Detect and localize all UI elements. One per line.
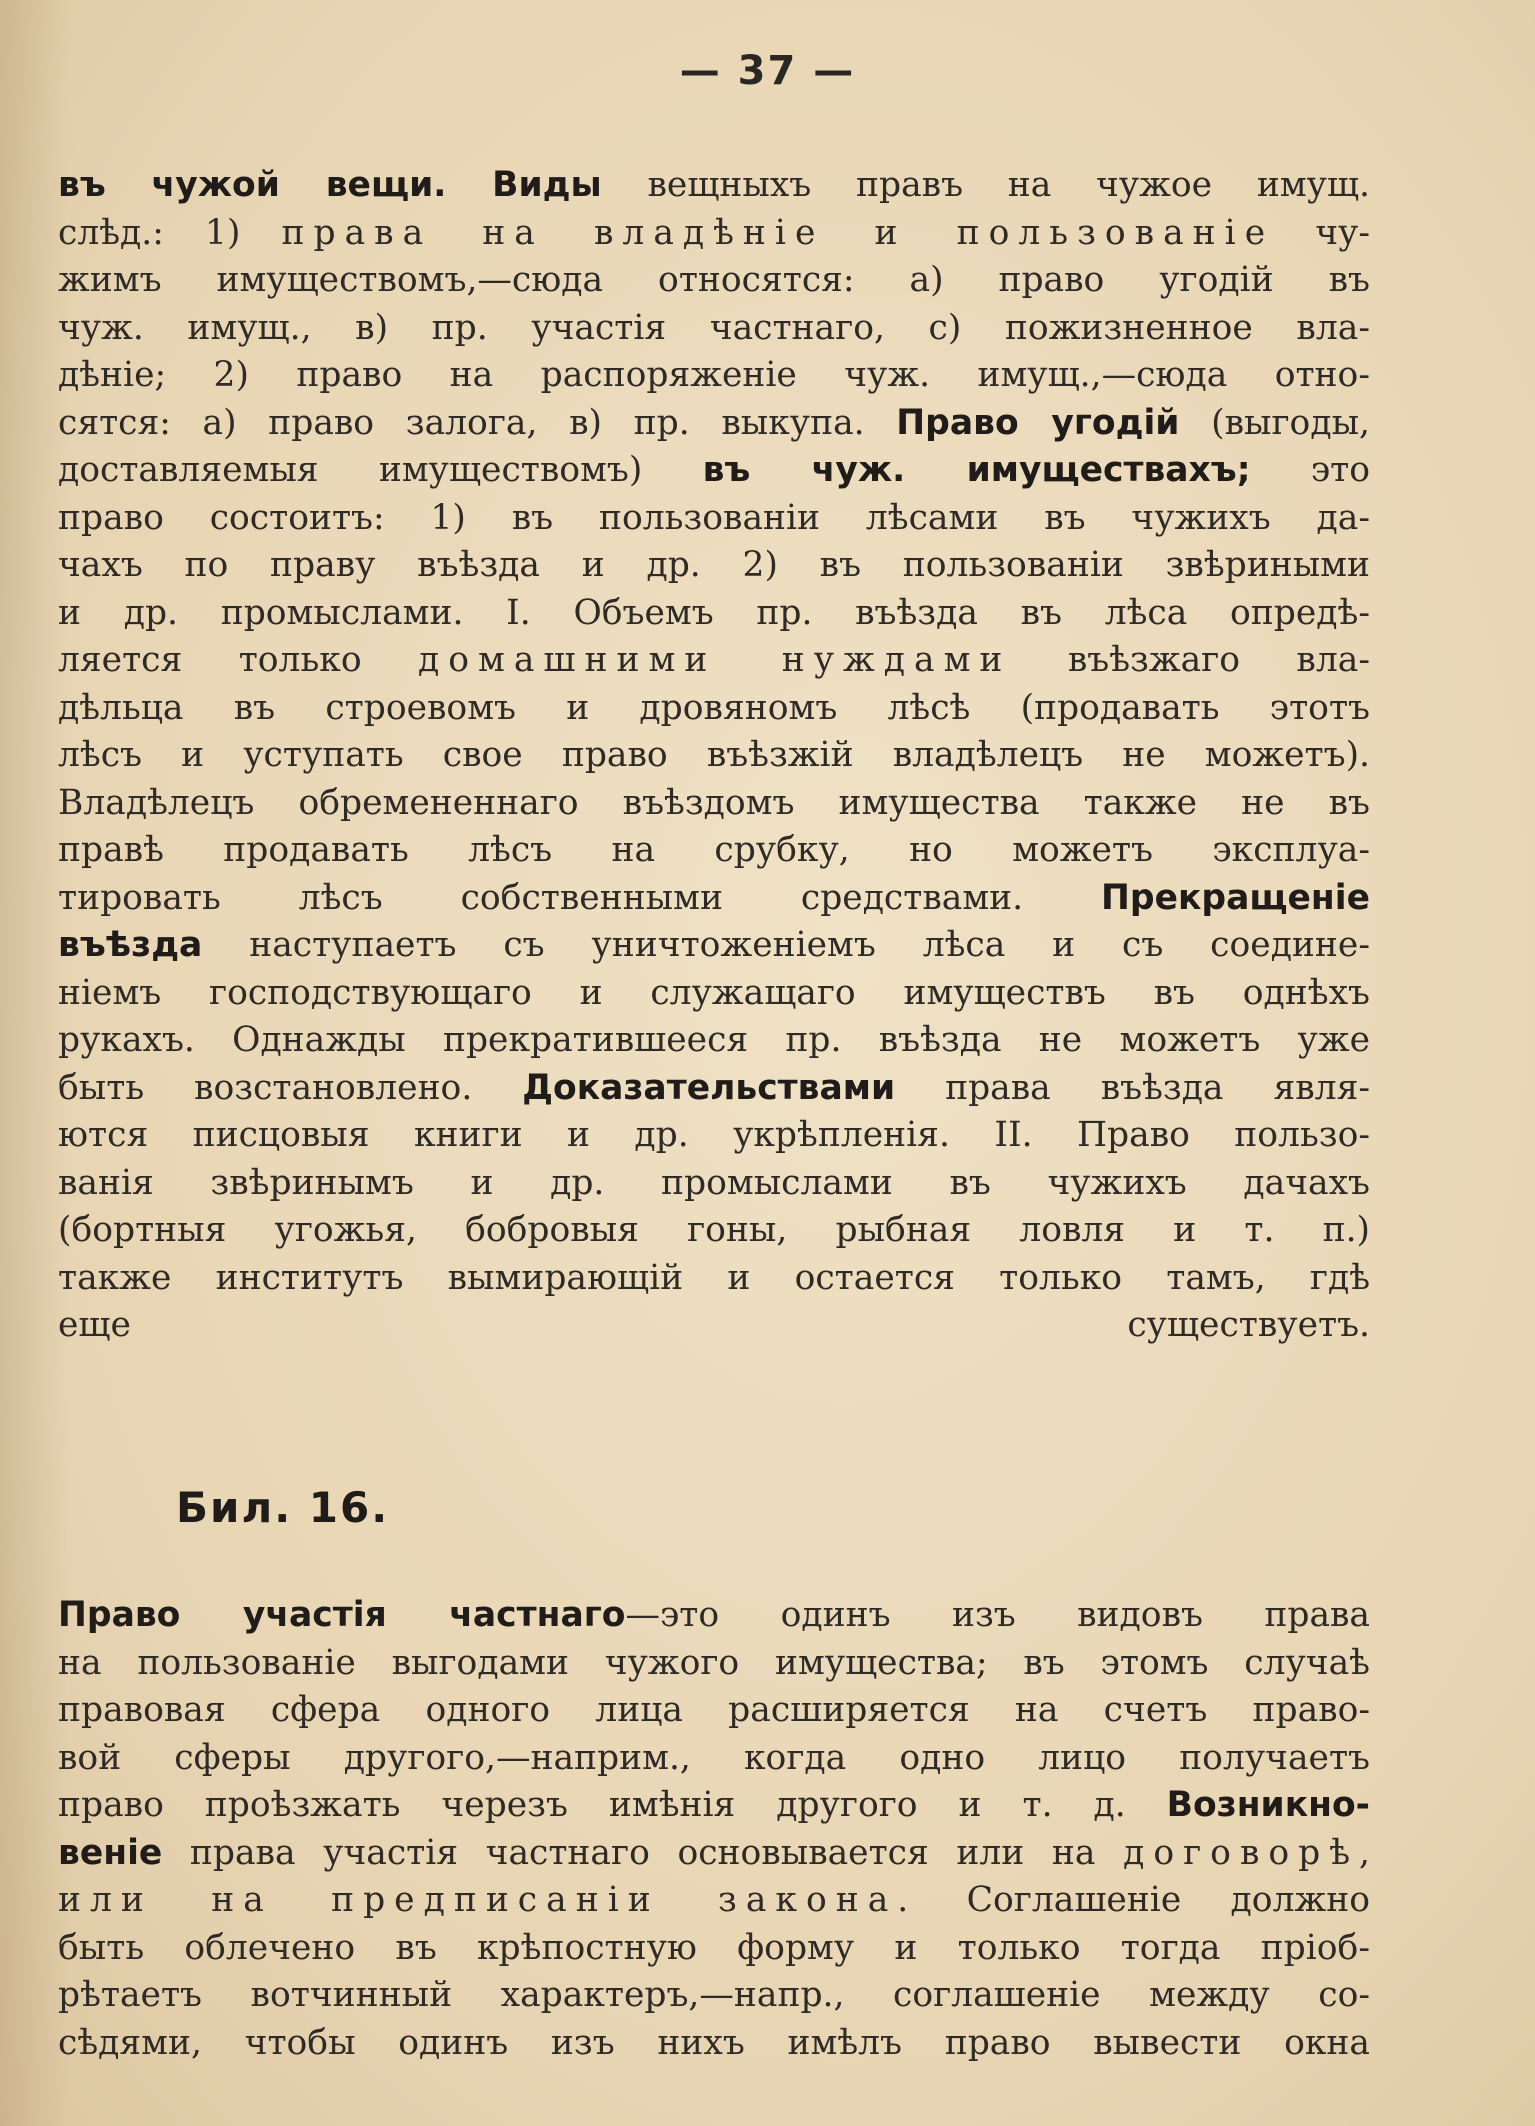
bold-term: Возникно- (1166, 1785, 1370, 1825)
text-run: слѣд.: 1) (58, 212, 282, 253)
text-run: правовая сфера одного лица расширяется на счетъ право- (58, 1690, 1370, 1730)
text-run: вой сферы другого,—наприм., когда одно лицо получаетъ (58, 1737, 1370, 1778)
text-run: Владѣлецъ обремененнаго въѣздомъ имущества также не въ (58, 782, 1370, 823)
text-run: Соглашеніе должно (917, 1880, 1370, 1920)
text-line (58, 1160, 1370, 1208)
text-run: на пользованіе выгодами чужого имущества; въ этомъ случаѣ (58, 1642, 1370, 1683)
text-line (58, 1592, 1370, 1640)
text-line (58, 352, 1370, 400)
text-line (58, 447, 1370, 495)
text-run: право проѣзжать черезъ имѣнія другого и т. д. (58, 1785, 1167, 1825)
spaced-emphasis: права на владѣніе и пользованіе (281, 212, 1275, 253)
text-run: сятся: а) право залога, в) пр. выкупа. (58, 402, 897, 443)
text-line (58, 1782, 1370, 1830)
text-run: въѣзжаго вла- (1011, 640, 1370, 680)
text-run: —это одинъ изъ видовъ права (625, 1595, 1370, 1635)
text-line (58, 1972, 1370, 2020)
bold-term: въ чужой вещи. (58, 165, 493, 205)
page-number: — 37 — (679, 48, 856, 94)
bold-term: Право угодій (896, 402, 1180, 443)
text-run: тировать лѣсъ собственными средствами. (58, 877, 1102, 918)
text-line (58, 210, 1370, 258)
text-run: рукахъ. Однажды прекратившееся пр. въѣзда не можетъ уже (58, 1020, 1370, 1060)
bold-term: въѣзда (58, 925, 203, 965)
text-run: еще существуетъ. (58, 1305, 1370, 1345)
text-line (58, 1640, 1370, 1688)
text-run: жимъ имуществомъ,—сюда относятся: а) право угодій въ (58, 260, 1370, 300)
text-line (58, 495, 1370, 543)
text-run: чуж. имущ., в) пр. участія частнаго, с) пожизненное вла- (58, 307, 1370, 348)
text-run: право состоитъ: 1) въ пользованіи лѣсами въ чужихъ да- (58, 497, 1370, 538)
text-line (58, 257, 1370, 305)
bold-term: Право участія частнаго (58, 1595, 626, 1635)
text-line (58, 875, 1370, 923)
text-run: ванія звѣринымъ и др. промыслами въ чужихъ дачахъ (58, 1162, 1370, 1203)
text-run: (бортныя угожья, бобровыя гоны, рыбная ловля и т. п.) (58, 1210, 1370, 1250)
text-line (58, 637, 1370, 685)
body-text-section-2 (58, 1592, 1370, 2067)
text-line (58, 685, 1370, 733)
text-run: ются писцовыя книги и др. укрѣпленія. II. Право пользо- (58, 1115, 1370, 1155)
text-run: ніемъ господствующаго и служащаго имуществъ въ однѣхъ (58, 972, 1370, 1013)
text-run: сѣдями, чтобы одинъ изъ нихъ имѣлъ право вывести окна (58, 2022, 1370, 2063)
text-run: чу- (1274, 212, 1370, 253)
text-run: , (1359, 1832, 1370, 1873)
text-line (58, 1735, 1370, 1783)
text-run: быть облечено въ крѣпостную форму и только тогда пріоб- (58, 1927, 1370, 1968)
text-line (58, 2020, 1370, 2068)
text-run: быть возстановлено. (58, 1067, 523, 1108)
text-line (58, 1877, 1370, 1925)
text-run: это (1250, 450, 1370, 490)
text-line (58, 1017, 1370, 1065)
bold-term: въ чуж. имуществахъ; (702, 450, 1251, 490)
text-line (58, 1255, 1370, 1303)
text-run: лѣсъ и уступать свое право въѣзжій владѣлецъ не можетъ). (58, 735, 1370, 775)
text-run: ляется только (58, 640, 419, 680)
spaced-emphasis: домашними нуждами (418, 640, 1012, 680)
text-line (58, 1065, 1370, 1113)
spaced-emphasis: договорѣ (1123, 1832, 1360, 1873)
text-run: доставляемыя имуществомъ) (58, 450, 703, 490)
text-line (58, 1302, 1370, 1350)
section-heading: Бил. 16. (176, 1483, 390, 1532)
text-run: вещныхъ правъ на чужое имущ. (647, 165, 1370, 205)
text-line (58, 732, 1370, 780)
text-run: наступаетъ съ уничтоженіемъ лѣса и съ соедине- (202, 925, 1370, 965)
text-line (58, 305, 1370, 353)
text-line (58, 970, 1370, 1018)
text-line (58, 162, 1370, 210)
text-run: чахъ по праву въѣзда и др. 2) въ пользованіи звѣриными (58, 545, 1370, 585)
text-line (58, 1830, 1370, 1878)
text-line (58, 922, 1370, 970)
text-run: правѣ продавать лѣсъ на срубку, но можетъ эксплуа- (58, 830, 1370, 870)
text-line (58, 827, 1370, 875)
text-line (58, 1925, 1370, 1973)
text-line (58, 590, 1370, 638)
text-run: также институтъ вымирающій и остается только тамъ, гдѣ (58, 1257, 1370, 1298)
body-text-section-1 (58, 162, 1370, 1350)
text-run: (выгоды, (1179, 402, 1370, 443)
spaced-emphasis: или на предписаніи закона. (58, 1880, 918, 1920)
text-run: и др. промыслами. I. Объемъ пр. въѣзда въ лѣса опредѣ- (58, 592, 1370, 633)
bold-term: Доказательствами (522, 1067, 896, 1108)
bold-term: Прекращеніе (1101, 877, 1370, 918)
text-line (58, 400, 1370, 448)
text-run: права въѣзда явля- (895, 1067, 1370, 1108)
text-run: дѣніе; 2) право на распоряженіе чуж. имущ.,—сюда отно- (58, 355, 1370, 395)
text-line (58, 1112, 1370, 1160)
bold-term: веніе (58, 1832, 163, 1873)
text-run: рѣтаетъ вотчинный характеръ,—напр., соглашеніе между со- (58, 1975, 1370, 2015)
text-run: права участія частнаго основывается или на (162, 1832, 1124, 1873)
text-run: дѣльца въ строевомъ и дровяномъ лѣсѣ (продавать этотъ (58, 687, 1370, 728)
text-line (58, 1207, 1370, 1255)
bold-term: Виды (492, 165, 648, 205)
text-line (58, 780, 1370, 828)
text-line (58, 1687, 1370, 1735)
text-line (58, 542, 1370, 590)
